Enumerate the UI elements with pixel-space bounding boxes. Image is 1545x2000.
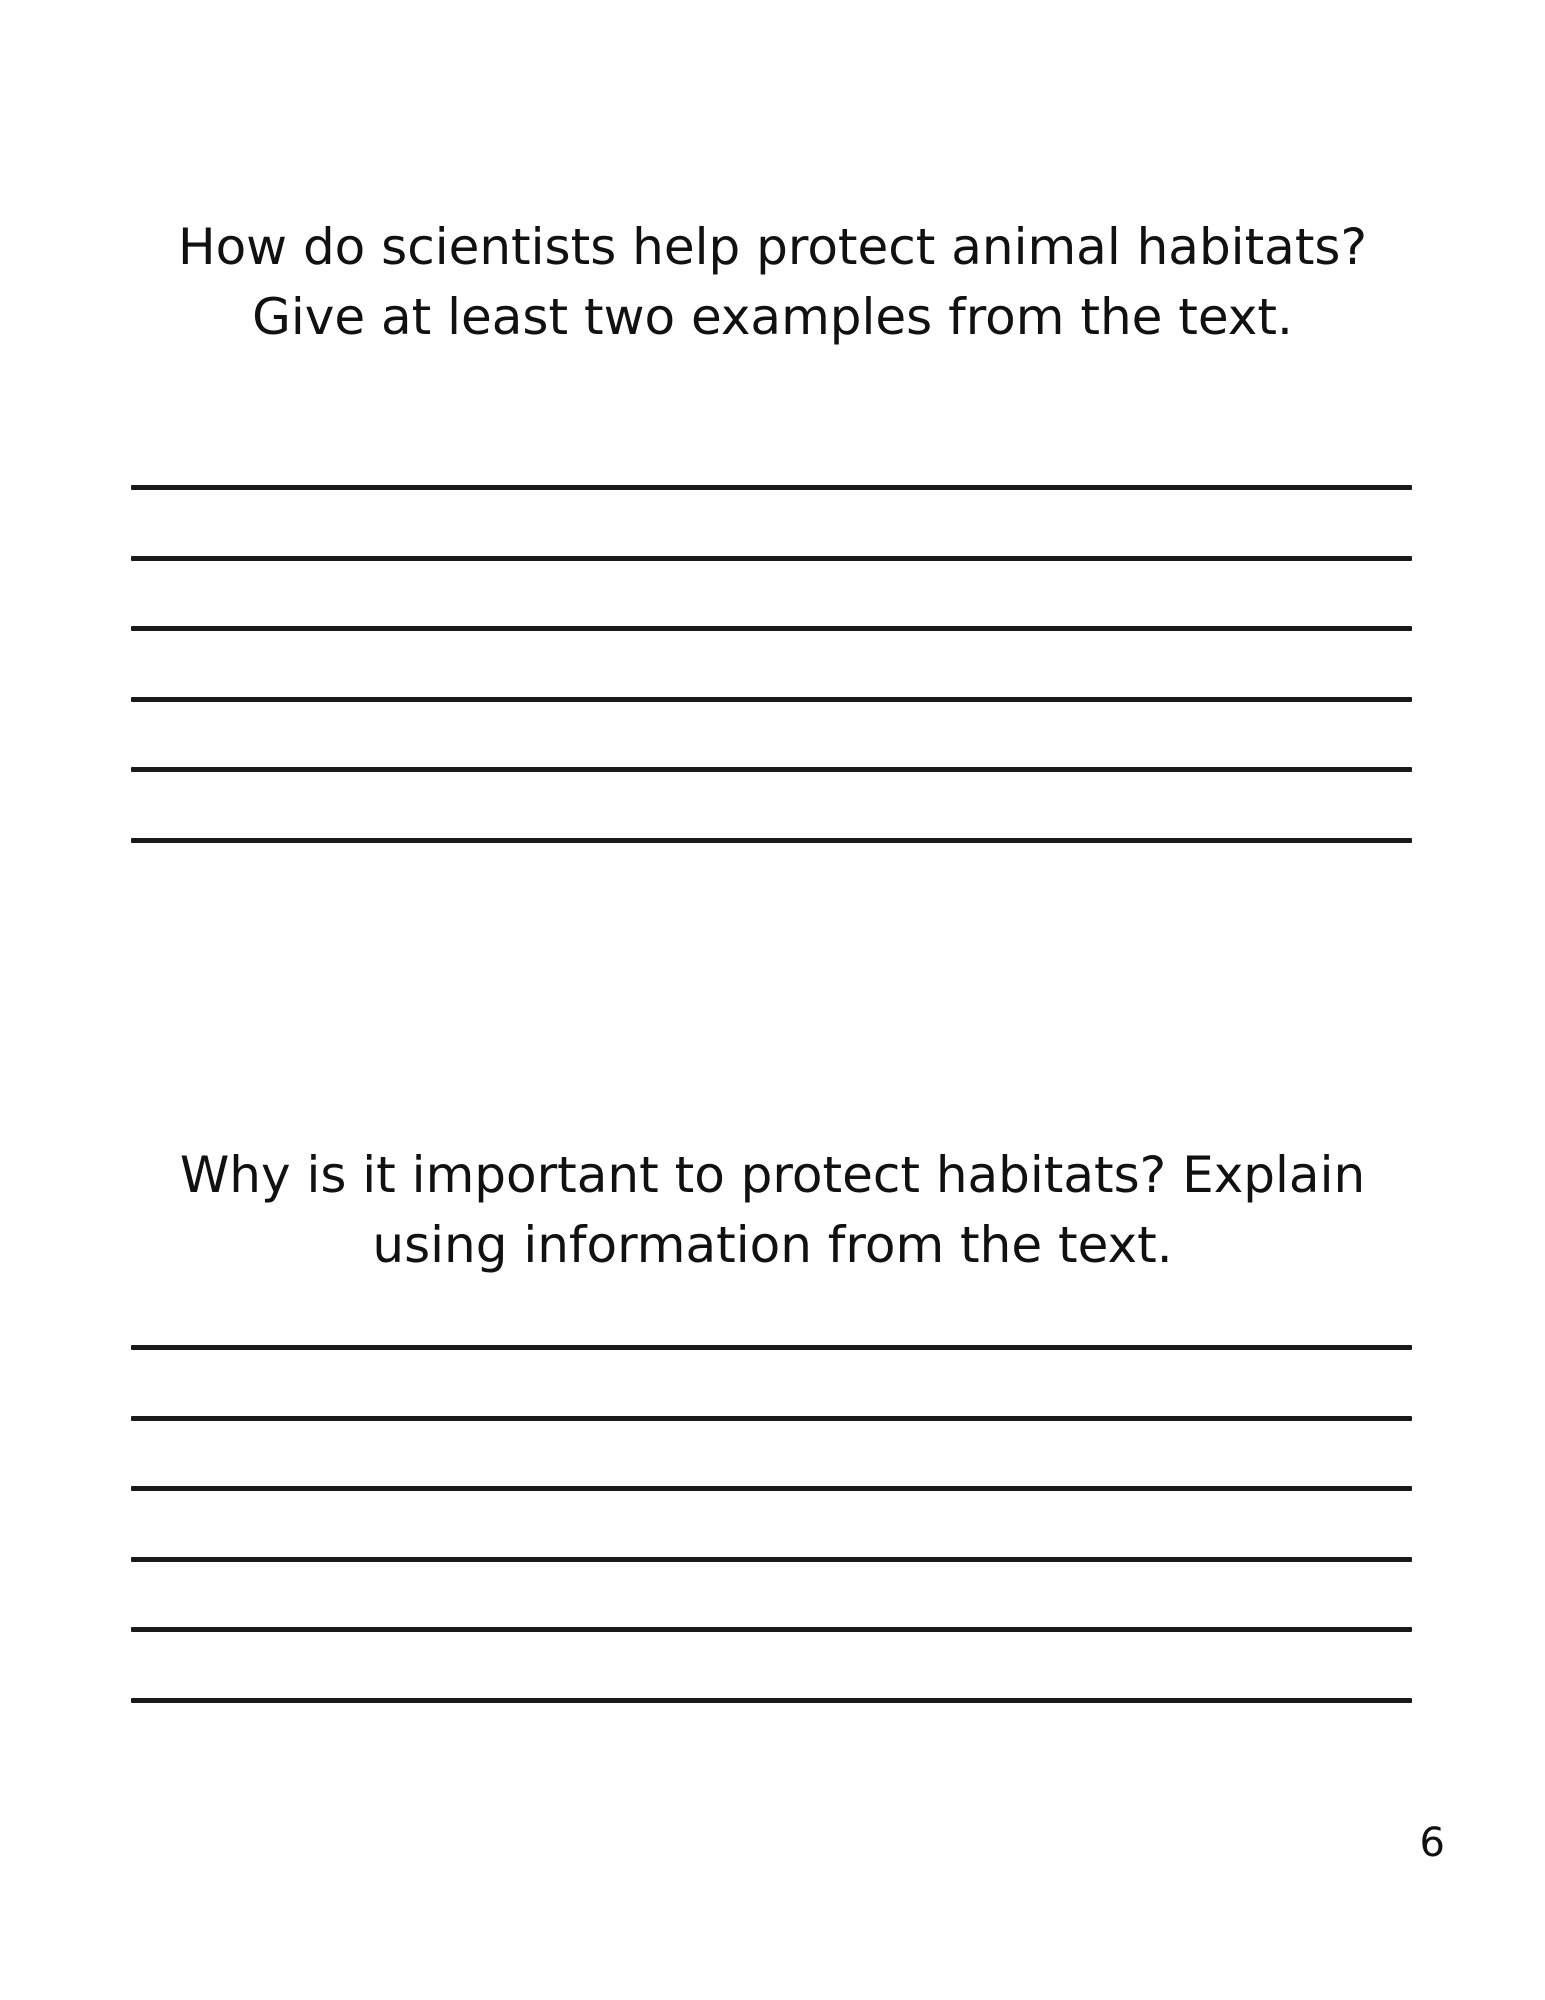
question-1-prompt [0, 212, 1545, 352]
answer-line[interactable] [131, 1345, 1412, 1350]
question-1-line-1: How do scientists help protect animal habitats? [177, 218, 1368, 276]
answer-line[interactable] [131, 1698, 1412, 1703]
answer-line[interactable] [131, 626, 1412, 631]
question-2-line-1: Why is it important to protect habitats? Explain [179, 1146, 1366, 1204]
answer-line[interactable] [131, 1486, 1412, 1491]
answer-line[interactable] [131, 767, 1412, 772]
answer-line[interactable] [131, 838, 1412, 843]
answer-line[interactable] [131, 697, 1412, 702]
question-2-prompt [0, 1140, 1545, 1280]
answer-line[interactable] [131, 485, 1412, 490]
question-2-line-2: using information from the text. [372, 1216, 1173, 1274]
question-1-line-2: Give at least two examples from the text. [252, 288, 1293, 346]
answer-line[interactable] [131, 1627, 1412, 1632]
answer-line[interactable] [131, 556, 1412, 561]
page-number: 6 [1419, 1820, 1445, 1866]
answer-line[interactable] [131, 1416, 1412, 1421]
answer-line[interactable] [131, 1557, 1412, 1562]
